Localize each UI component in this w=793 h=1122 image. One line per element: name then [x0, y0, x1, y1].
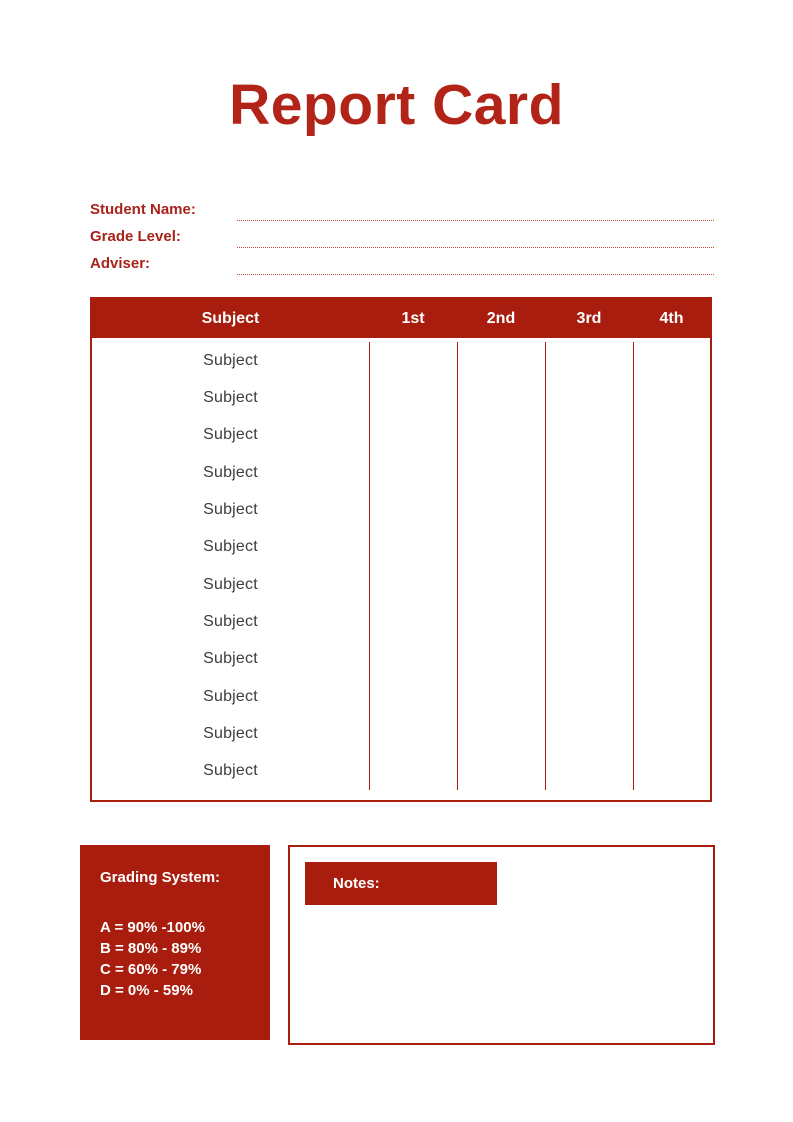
grade-cell-3rd[interactable]	[545, 566, 633, 603]
header-3rd-quarter: 3rd	[576, 309, 602, 327]
header-4th-quarter: 4th	[659, 309, 684, 327]
subject-cell: Subject	[203, 575, 258, 593]
table-row	[92, 417, 710, 454]
grade-cell-3rd[interactable]	[545, 678, 633, 715]
grade-scale-a: A = 90% -100%	[100, 919, 205, 936]
grade-cell-2nd[interactable]	[457, 678, 545, 715]
grading-system-panel	[80, 845, 270, 1040]
subject-cell: Subject	[203, 500, 258, 518]
subject-cell: Subject	[203, 538, 258, 556]
grade-cell-4th[interactable]	[633, 417, 710, 454]
grade-cell-2nd[interactable]	[457, 491, 545, 528]
grade-cell-4th[interactable]	[633, 529, 710, 566]
grade-cell-2nd[interactable]	[457, 641, 545, 678]
grade-cell-2nd[interactable]	[457, 753, 545, 790]
grade-level-row	[90, 221, 714, 248]
grade-cell-1st[interactable]	[369, 566, 457, 603]
grade-cell-4th[interactable]	[633, 379, 710, 416]
grade-cell-3rd[interactable]	[545, 603, 633, 640]
grade-cell-4th[interactable]	[633, 641, 710, 678]
subject-cell: Subject	[203, 687, 258, 705]
grade-cell-4th[interactable]	[633, 454, 710, 491]
grade-cell-2nd[interactable]	[457, 417, 545, 454]
table-row	[92, 454, 710, 491]
adviser-label: Adviser:	[90, 255, 151, 272]
grade-cell-1st[interactable]	[369, 715, 457, 752]
grade-cell-1st[interactable]	[369, 529, 457, 566]
notes-panel	[288, 845, 715, 1045]
grade-cell-3rd[interactable]	[545, 379, 633, 416]
table-row	[92, 566, 710, 603]
student-info-section	[90, 194, 714, 275]
grade-scale-b: B = 80% - 89%	[100, 940, 202, 957]
grade-cell-3rd[interactable]	[545, 641, 633, 678]
student-name-input-line[interactable]	[237, 201, 714, 221]
grade-cell-3rd[interactable]	[545, 753, 633, 790]
notes-input-area[interactable]	[294, 909, 709, 1039]
grade-cell-2nd[interactable]	[457, 566, 545, 603]
grade-cell-2nd[interactable]	[457, 342, 545, 379]
grade-cell-1st[interactable]	[369, 454, 457, 491]
grades-table	[90, 297, 712, 802]
table-row	[92, 715, 710, 752]
grade-cell-4th[interactable]	[633, 342, 710, 379]
grade-cell-2nd[interactable]	[457, 603, 545, 640]
grade-cell-1st[interactable]	[369, 603, 457, 640]
subject-cell: Subject	[203, 612, 258, 630]
grading-scale-list	[100, 917, 260, 1001]
header-1st-quarter: 1st	[401, 309, 425, 327]
table-row	[92, 342, 710, 379]
grade-cell-1st[interactable]	[369, 342, 457, 379]
adviser-row	[90, 248, 714, 275]
student-name-label: Student Name:	[90, 201, 196, 218]
grade-cell-2nd[interactable]	[457, 379, 545, 416]
notes-label: Notes:	[333, 875, 380, 892]
header-2nd-quarter: 2nd	[486, 309, 516, 327]
grade-cell-1st[interactable]	[369, 491, 457, 528]
grade-cell-4th[interactable]	[633, 603, 710, 640]
grade-cell-4th[interactable]	[633, 491, 710, 528]
grade-cell-1st[interactable]	[369, 641, 457, 678]
table-row	[92, 379, 710, 416]
page-title: Report Card	[229, 73, 564, 137]
grading-system-title: Grading System:	[100, 869, 221, 886]
grade-cell-1st[interactable]	[369, 417, 457, 454]
grade-cell-3rd[interactable]	[545, 417, 633, 454]
notes-label-box	[305, 862, 497, 905]
table-row	[92, 491, 710, 528]
subject-cell: Subject	[203, 762, 258, 780]
grade-scale-c: C = 60% - 79%	[100, 961, 202, 978]
subject-cell: Subject	[203, 724, 258, 742]
grade-cell-3rd[interactable]	[545, 715, 633, 752]
adviser-input-line[interactable]	[237, 255, 714, 275]
student-name-row	[90, 194, 714, 221]
grade-cell-4th[interactable]	[633, 678, 710, 715]
grade-cell-3rd[interactable]	[545, 454, 633, 491]
table-row	[92, 753, 710, 790]
grade-cell-4th[interactable]	[633, 566, 710, 603]
subject-cell: Subject	[203, 426, 258, 444]
header-subject: Subject	[201, 309, 260, 327]
grade-cell-3rd[interactable]	[545, 491, 633, 528]
grade-level-input-line[interactable]	[237, 228, 714, 248]
grade-cell-2nd[interactable]	[457, 715, 545, 752]
grade-cell-1st[interactable]	[369, 678, 457, 715]
grade-level-label: Grade Level:	[90, 228, 181, 245]
grade-cell-1st[interactable]	[369, 753, 457, 790]
grade-cell-4th[interactable]	[633, 753, 710, 790]
grade-cell-2nd[interactable]	[457, 454, 545, 491]
subject-cell: Subject	[203, 650, 258, 668]
grade-scale-d: D = 0% - 59%	[100, 982, 193, 999]
subject-cell: Subject	[203, 351, 258, 369]
subject-cell: Subject	[203, 463, 258, 481]
grade-cell-4th[interactable]	[633, 715, 710, 752]
subject-cell: Subject	[203, 388, 258, 406]
table-row	[92, 603, 710, 640]
grade-cell-3rd[interactable]	[545, 529, 633, 566]
table-row	[92, 678, 710, 715]
table-row	[92, 641, 710, 678]
table-row	[92, 529, 710, 566]
grade-cell-2nd[interactable]	[457, 529, 545, 566]
grades-table-header	[92, 299, 710, 338]
grade-cell-1st[interactable]	[369, 379, 457, 416]
grades-table-body	[92, 338, 710, 800]
grade-cell-3rd[interactable]	[545, 342, 633, 379]
